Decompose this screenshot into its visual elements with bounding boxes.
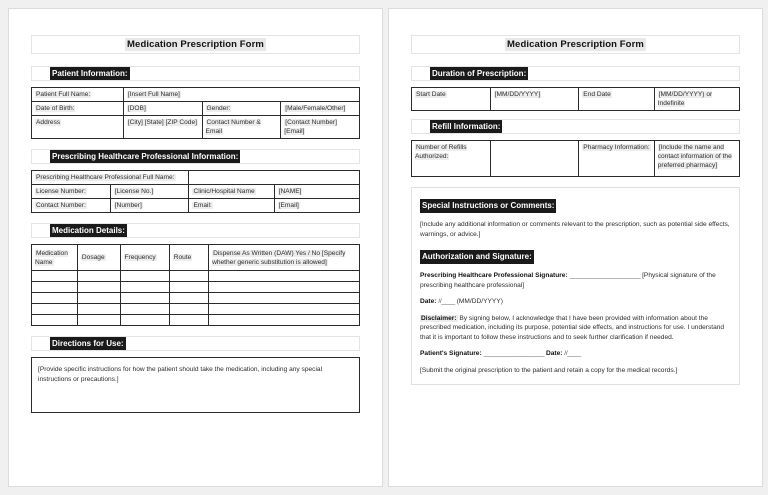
table-header-cell — [209, 245, 360, 271]
table-cell[interactable] — [654, 141, 739, 177]
table-cell[interactable] — [281, 102, 360, 116]
cell-text: [Include the name and contact information of the preferred pharmacy] — [657, 144, 732, 169]
cell-text: [Email] — [278, 202, 299, 209]
cell-text: License Number: — [36, 188, 86, 195]
table-cell[interactable] — [274, 199, 359, 213]
spacer — [411, 54, 740, 66]
table-cell[interactable] — [123, 88, 359, 102]
table-header-cell — [77, 245, 120, 271]
section-label-special-instructions: Special Instructions or Comments: — [420, 199, 556, 213]
table-cell[interactable] — [32, 88, 124, 102]
table-cell[interactable] — [579, 88, 654, 111]
table-cell[interactable] — [32, 271, 78, 282]
table-cell[interactable] — [169, 293, 208, 304]
date-format-hint: (MM/DD/YYYY) — [456, 298, 503, 305]
patient-date-label: Date: — [545, 350, 563, 357]
table-cell[interactable] — [110, 199, 189, 213]
page1-title-bar — [31, 35, 360, 54]
disclaimer-text: By signing below, I acknowledge that I have been provided with information about the prescribed medication, including its purpose, potential side effects, and instructions for use. I understand that it is important to follow these instructions and to seek further clarification if needed. — [420, 314, 725, 341]
table-cell[interactable] — [274, 185, 359, 199]
prescriber-signature-label: Prescribing Healthcare Professional Signature: — [420, 272, 568, 279]
cell-text: Patient Full Name: — [36, 91, 91, 98]
disclaimer-paragraph — [420, 314, 731, 343]
table-cell[interactable] — [32, 171, 189, 185]
date-value[interactable]: //____ — [438, 298, 455, 305]
prescriber-information-table — [31, 170, 360, 213]
table-cell[interactable] — [123, 116, 202, 139]
cell-text: Gender: — [206, 105, 231, 112]
table-row — [32, 271, 360, 282]
table-cell[interactable] — [32, 304, 78, 315]
patient-signature-label: Patient's Signature: — [420, 350, 482, 357]
section-label: Medication Details: — [52, 226, 125, 235]
table-header-cell — [120, 245, 169, 271]
table-row — [412, 141, 740, 177]
table-cell[interactable] — [77, 304, 120, 315]
table-header-row — [32, 245, 360, 271]
section-header-patient-information — [31, 66, 360, 81]
patient-signature-line — [420, 349, 731, 359]
cell-text: Date of Birth: — [36, 105, 75, 112]
cell-text: [Male/Female/Other] — [285, 105, 346, 112]
table-cell[interactable] — [120, 282, 169, 293]
table-cell[interactable] — [490, 141, 579, 177]
prescriber-signature-note: [Physical signature of the prescribing healthcare professional] — [420, 272, 716, 289]
prescriber-signature-line — [420, 271, 731, 290]
spacer — [31, 213, 360, 223]
section-label: Prescribing Healthcare Professional Information: — [52, 152, 239, 161]
table-cell[interactable] — [189, 171, 360, 185]
document-page-1[interactable] — [8, 8, 383, 487]
special-instructions-placeholder: [Include any additional information or comments relevant to the prescription, such as potential side effects, warnings, or advice.] — [420, 221, 730, 238]
table-cell[interactable] — [77, 282, 120, 293]
date-label: Date: — [420, 298, 437, 305]
submission-footer-note: [Submit the original prescription to the patient and retain a copy for the medical records.] — [420, 366, 678, 374]
table-cell[interactable] — [32, 102, 124, 116]
cell-text: Frequency — [124, 254, 156, 261]
table-header-cell — [32, 245, 78, 271]
table-cell[interactable] — [169, 304, 208, 315]
medication-table-body — [32, 245, 360, 326]
table-cell[interactable] — [209, 282, 360, 293]
cell-text: Clinic/Hospital Name — [193, 188, 255, 195]
cell-text: [NAME] — [278, 188, 302, 195]
table-cell[interactable] — [209, 304, 360, 315]
patient-signature-rule[interactable]: __________________ — [483, 350, 545, 357]
table-cell[interactable] — [490, 88, 579, 111]
table-cell[interactable] — [654, 88, 739, 111]
cell-text: [City] [State] [ZIP Code] — [127, 119, 197, 126]
cell-text: Email: — [193, 202, 212, 209]
authorization-date-line — [420, 297, 731, 307]
cell-text: Pharmacy Information: — [583, 144, 650, 151]
table-cell[interactable] — [169, 271, 208, 282]
spacer — [31, 54, 360, 66]
table-cell[interactable] — [32, 116, 124, 139]
cell-text: Contact Number: — [36, 202, 86, 209]
table-cell[interactable] — [189, 199, 274, 213]
table-cell[interactable] — [120, 293, 169, 304]
spacer — [31, 326, 360, 336]
table-cell[interactable] — [412, 88, 491, 111]
table-cell[interactable] — [579, 141, 654, 177]
cell-text: [Number] — [114, 202, 142, 209]
table-cell[interactable] — [32, 199, 111, 213]
table-cell[interactable] — [412, 141, 491, 177]
directions-for-use-textbox[interactable] — [31, 357, 360, 413]
cell-text: Start Date — [416, 91, 446, 98]
table-cell[interactable] — [202, 102, 281, 116]
table-cell[interactable] — [77, 293, 120, 304]
table-row — [32, 293, 360, 304]
cell-text: Contact Number & Email — [205, 119, 261, 135]
table-row — [32, 315, 360, 326]
table-cell[interactable] — [189, 185, 274, 199]
table-cell[interactable] — [169, 282, 208, 293]
document-page-2[interactable] — [388, 8, 763, 487]
table-cell[interactable] — [281, 116, 360, 139]
cell-text: Route — [173, 254, 192, 261]
table-cell[interactable] — [123, 102, 202, 116]
section-header-duration-of-prescription — [411, 66, 740, 81]
table-cell[interactable] — [202, 116, 281, 139]
cell-text: Dispense As Written (DAW) Yes / No [Specify whether generic substitution is allowed] — [212, 249, 346, 266]
cell-text: End Date — [583, 91, 611, 98]
spacer — [411, 111, 740, 119]
spacer — [31, 139, 360, 149]
table-row — [32, 116, 360, 139]
cell-text: [MM/DD/YYYY] — [494, 91, 541, 98]
directions-placeholder-text: [Provide specific instructions for how the patient should take the medication, including any special instructions or precautions.] — [38, 366, 323, 383]
cell-text: Address — [36, 119, 61, 126]
section-label: Directions for Use: — [52, 339, 124, 348]
page-title: Medication Prescription Form — [127, 39, 264, 50]
table-row — [32, 282, 360, 293]
table-cell[interactable] — [209, 315, 360, 326]
cell-text: Prescribing Healthcare Professional Full Name: — [36, 174, 175, 181]
patient-date-value[interactable]: //____ — [564, 350, 581, 357]
patient-table-body — [32, 88, 360, 139]
table-cell[interactable] — [32, 315, 78, 326]
table-cell[interactable] — [77, 315, 120, 326]
section-header-medication-details — [31, 223, 360, 238]
cell-text: [Contact Number] [Email] — [284, 119, 337, 135]
authorization-header-wrap — [420, 246, 731, 264]
prescriber-signature-rule[interactable]: _____________________ — [569, 272, 641, 279]
cell-text: Dosage — [81, 254, 105, 261]
refill-table-body — [412, 141, 740, 177]
cell-text: Number of Refills Authorized: — [415, 144, 467, 160]
section-header-refill-information — [411, 119, 740, 134]
duration-table-body — [412, 88, 740, 111]
refill-information-table — [411, 140, 740, 177]
prescriber-table-body — [32, 171, 360, 213]
cell-text: [MM/DD/YYYY) or Indefinite — [657, 91, 713, 107]
table-cell[interactable] — [169, 315, 208, 326]
medication-details-table — [31, 244, 360, 326]
table-row — [32, 199, 360, 213]
table-cell[interactable] — [110, 185, 189, 199]
cell-text: Medication Name — [35, 249, 68, 266]
page2-title-bar — [411, 35, 740, 54]
page-title: Medication Prescription Form — [507, 39, 644, 50]
spacer — [411, 177, 740, 187]
cell-text: [Insert Full Name] — [127, 91, 180, 98]
table-cell[interactable] — [120, 304, 169, 315]
authorization-panel — [411, 187, 740, 385]
cell-text: [DOB] — [127, 105, 146, 112]
table-cell[interactable] — [77, 271, 120, 282]
table-row — [32, 88, 360, 102]
table-cell[interactable] — [209, 271, 360, 282]
table-cell[interactable] — [120, 315, 169, 326]
table-row — [32, 102, 360, 116]
table-cell[interactable] — [209, 293, 360, 304]
section-label: Patient Information: — [52, 69, 128, 78]
section-header-prescriber-information — [31, 149, 360, 164]
section-label: Refill Information: — [432, 122, 501, 131]
table-row — [32, 185, 360, 199]
duration-of-prescription-table — [411, 87, 740, 111]
section-label-authorization: Authorization and Signature: — [420, 250, 534, 264]
table-cell[interactable] — [32, 282, 78, 293]
table-row — [32, 304, 360, 315]
table-cell[interactable] — [32, 185, 111, 199]
section-label: Duration of Prescription: — [432, 69, 527, 78]
disclaimer-label: Disclaimer: — [421, 314, 457, 322]
patient-information-table — [31, 87, 360, 139]
section-header-directions-for-use — [31, 336, 360, 351]
table-row — [412, 88, 740, 111]
table-row — [32, 171, 360, 185]
table-cell[interactable] — [120, 271, 169, 282]
table-header-cell — [169, 245, 208, 271]
table-cell[interactable] — [32, 293, 78, 304]
cell-text: [License No.] — [114, 188, 154, 195]
